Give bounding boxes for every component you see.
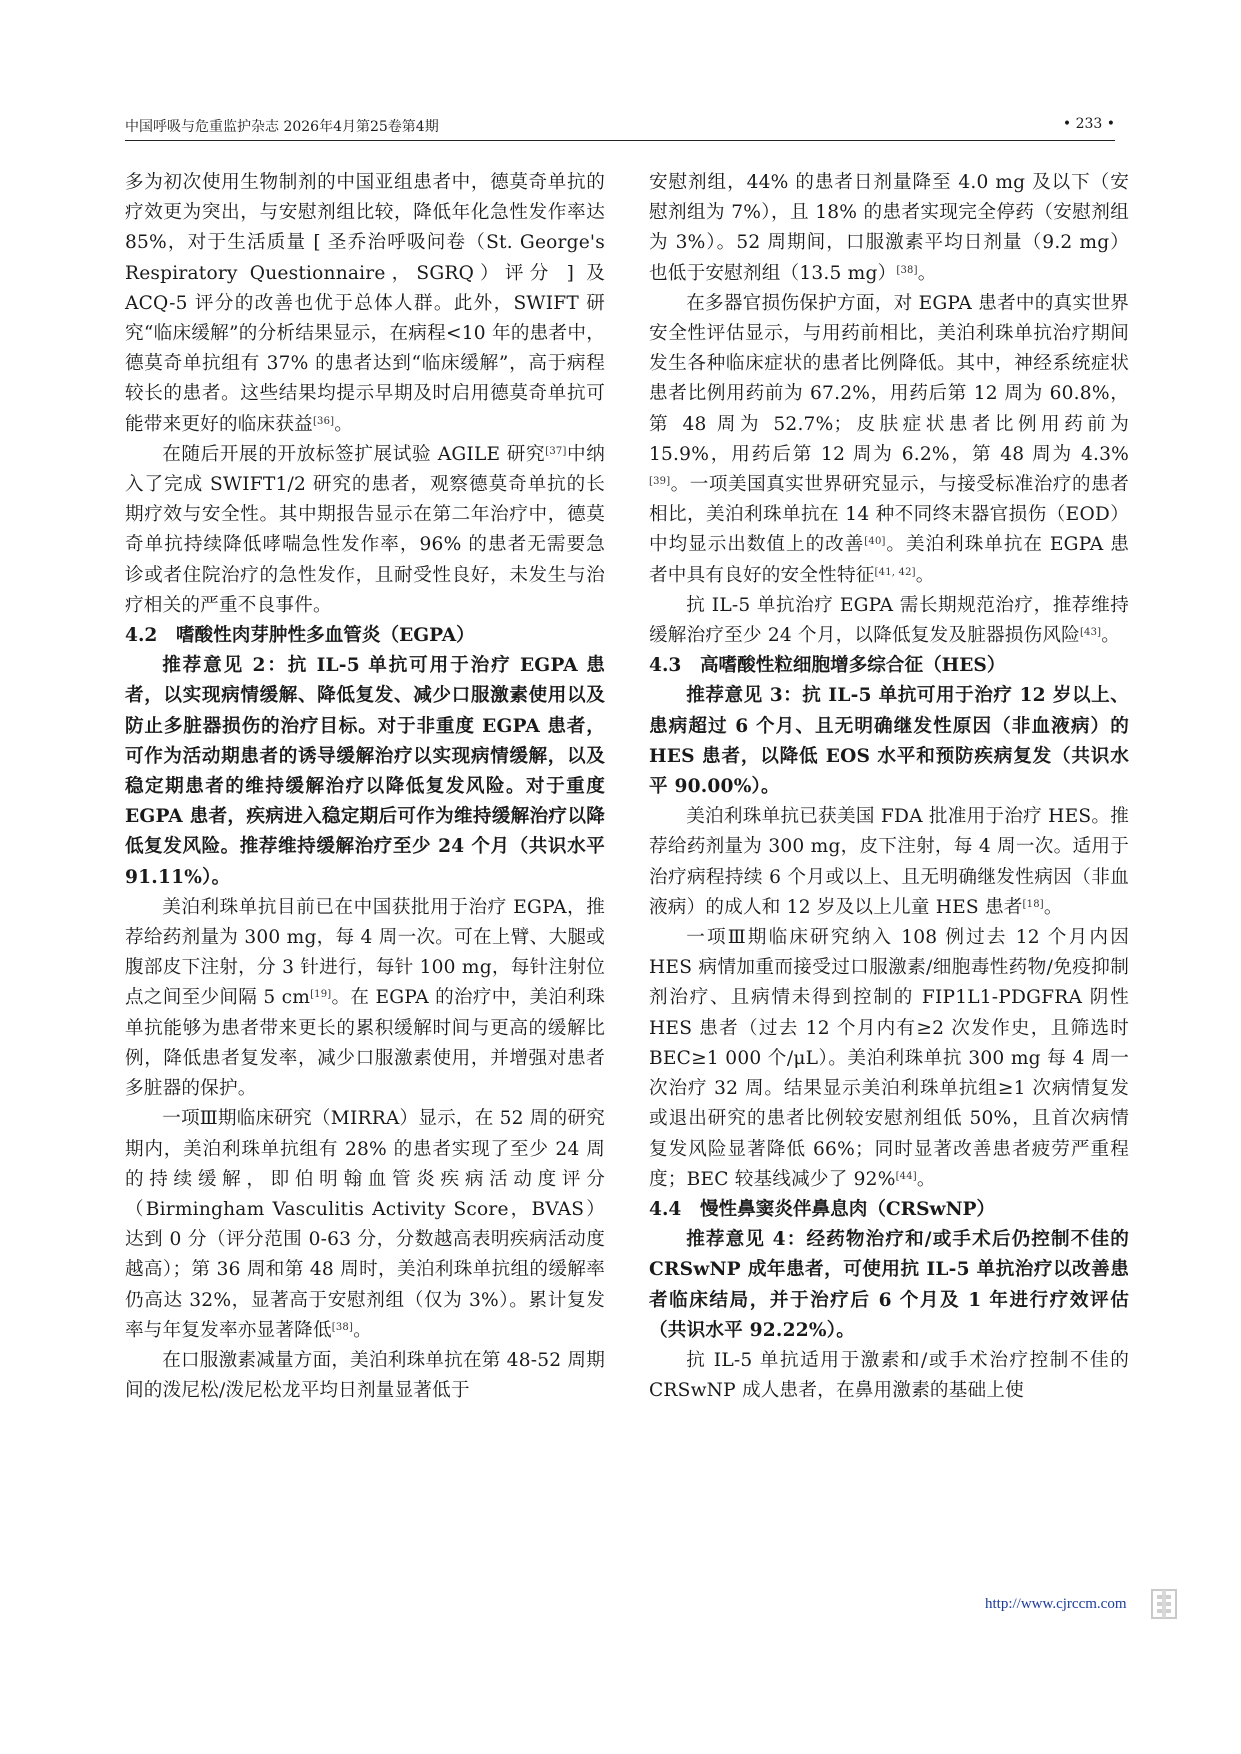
section-heading-4-2: 4.2 嗜酸性肉芽肿性多血管炎（EGPA） xyxy=(125,625,475,647)
paragraph: 抗 IL-5 单抗适用于激素和/或手术治疗控制不佳的 CRSwNP 成人患者，在鼻用激素的基础上使 xyxy=(649,1349,1129,1402)
citation[interactable]: [39] xyxy=(649,476,671,488)
citation[interactable]: [36] xyxy=(312,415,335,427)
journal-logo-icon xyxy=(1150,1588,1178,1620)
paragraph: 在随后开展的开放标签扩展试验 AGILE 研究[37]中纳入了完成 SWIFT1/2 研究的患者，观察德莫奇单抗的长期疗效与安全性。其中期报告显示在第二年治疗中，德莫奇单抗持续降低哮喘急性发作率，96% 的患者无需要急诊或者住院治疗的急性发作，且耐受性良好，未发生与治疗相关的严重不良事件。 xyxy=(125,443,606,616)
paragraph: 在口服激素减量方面，美泊利珠单抗在第 48-52 周期间的泼尼松/泼尼松龙平均日剂量显著低于 xyxy=(125,1349,605,1402)
running-header xyxy=(125,110,1115,141)
left-column xyxy=(125,168,605,1406)
citation[interactable]: [41, 42] xyxy=(874,566,916,578)
right-column xyxy=(649,168,1129,1406)
paragraph: 在多器官损伤保护方面，对 EGPA 患者中的真实世界安全性评估显示，与用药前相比，美泊利珠单抗治疗期间发生各种临床症状的患者比例降低。其中，神经系统症状患者比例用药前为 67.2%，用药后第 12 周为 60.8%，第 48 周为 52.7%；皮肤症状患者比例用药前为 15.9%，用药后第 12 周为 6.2%，第 48 周为 4.3%[39]。一项美国真实世界研究显示，与接受标准治疗的患者相比，美泊利珠单抗在 14 种不同终末器官损伤（EOD）中均显示出数值上的改善[40]。美泊利珠单抗在 EGPA 患者中具有良好的安全性特征[41, 42]。 xyxy=(649,292,1130,586)
citation[interactable]: [40] xyxy=(864,536,886,548)
citation[interactable]: [38] xyxy=(896,264,918,276)
paragraph: 一项Ⅲ期临床研究（MIRRA）显示，在 52 周的研究期内，美泊利珠单抗组有 28% 的患者实现了至少 24 周的持续缓解，即伯明翰血管炎疾病活动度评分（Birmingham Vasculitis Activity Score，BVAS）达到 0 分（评分范围 0-63 分，分数越高表明疾病活动度越高）；第 36 周和第 48 周时，美泊利珠单抗组的缓解率仍高达 32%，显著高于安慰剂组（仅为 3%）。累计复发率与年复发率亦显著降低[38]。 xyxy=(125,1108,605,1341)
paragraph: 安慰剂组，44% 的患者日剂量降至 4.0 mg 及以下（安慰剂组为 7%），且 18% 的患者实现完全停药（安慰剂组为 3%）。52 周期间，口服激素平均日剂量（9.2 mg）也低于安慰剂组（13.5 mg）[38]。 xyxy=(649,172,1129,284)
section-heading-4-3: 4.3 高嗜酸性粒细胞增多综合征（HES） xyxy=(649,655,1006,677)
citation[interactable]: [44] xyxy=(895,1170,917,1182)
recommendation-4: 推荐意见 4：经药物治疗和/或手术后仍控制不佳的 CRSwNP 成年患者，可使用抗 IL-5 单抗治疗以改善患者临床结局，并于治疗后 6 个月及 1 年进行疗效评估（共识水平 92.22%）。 xyxy=(649,1229,1129,1341)
paragraph: 美泊利珠单抗已获美国 FDA 批准用于治疗 HES。推荐给药剂量为 300 mg，皮下注射，每 4 周一次。适用于治疗病程持续 6 个月或以上、且无明确继发性病因（非血液病）的成人和 12 岁及以上儿童 HES 患者[18]。 xyxy=(649,806,1129,918)
paragraph: 多为初次使用生物制剂的中国亚组患者中，德莫奇单抗的疗效更为突出，与安慰剂组比较，降低年化急性发作率达 85%，对于生活质量 [ 圣乔治呼吸问卷（St. George's Respiratory Questionnaire，SGRQ）评分 ] 及 ACQ-5 评分的改善也优于总体人群。此外，SWIFT 研究“临床缓解”的分析结果显示，在病程<10 年的患者中，德莫奇单抗组有 37% 的患者达到“临床缓解”，高于病程较长的患者。这些结果均提示早期及时启用德莫奇单抗可能带来更好的临床获益[36]。 xyxy=(125,172,605,435)
journal-url-link[interactable]: http://www.cjrccm.com xyxy=(985,1596,1127,1612)
paragraph: 抗 IL-5 单抗治疗 EGPA 需长期规范治疗，推荐维持缓解治疗至少 24 个月，以降低复发及脏器损伤风险[43]。 xyxy=(649,594,1129,647)
citation[interactable]: [37] xyxy=(545,445,567,457)
section-heading-4-4: 4.4 慢性鼻窦炎伴鼻息肉（CRSwNP） xyxy=(649,1198,996,1220)
paragraph: 美泊利珠单抗目前已在中国获批用于治疗 EGPA，推荐给药剂量为 300 mg，每 4 周一次。可在上臂、大腿或腹部皮下注射，分 3 针进行，每针 100 mg，每针注射位点之间至少间隔 5 cm[19]。在 EGPA 的治疗中，美泊利珠单抗能够为患者带来更长的累积缓解时间与更高的缓解比例，降低患者复发率，减少口服激素使用，并增强对患者多脏器的保护。 xyxy=(125,896,605,1100)
citation[interactable]: [43] xyxy=(1079,627,1102,639)
citation[interactable]: [38] xyxy=(331,1321,354,1333)
recommendation-3: 推荐意见 3：抗 IL-5 单抗可用于治疗 12 岁以上、患病超过 6 个月、且无明确继发性原因（非血液病）的 HES 患者，以降低 EOS 水平和预防疾病复发（共识水平 90.00%）。 xyxy=(649,685,1129,798)
journal-title: 中国呼吸与危重监护杂志 2026年4月第25卷第4期 xyxy=(125,119,439,135)
page-number: • 233 • xyxy=(1062,116,1115,132)
paragraph: 一项Ⅲ期临床研究纳入 108 例过去 12 个月内因 HES 病情加重而接受过口服激素/细胞毒性药物/免疫抑制剂治疗、且病情未得到控制的 FIP1L1-PDGFRA 阴性 HES 患者（过去 12 个月内有≥2 次发作史，且筛选时 BEC≥1 000 个/μL）。美泊利珠单抗 300 mg 每 4 周一次治疗 32 周。结果显示美泊利珠单抗组≥1 次病情复发或退出研究的患者比例较安慰剂组低 50%，且首次病情复发风险显著降低 66%；同时显著改善患者疲劳严重程度；BEC 较基线减少了 92%[44]。 xyxy=(649,927,1129,1190)
citation[interactable]: [18] xyxy=(1022,898,1044,910)
citation[interactable]: [19] xyxy=(310,989,332,1001)
recommendation-2: 推荐意见 2：抗 IL-5 单抗可用于治疗 EGPA 患者，以实现病情缓解、降低复发、减少口服激素使用以及防止多脏器损伤的治疗目标。对于非重度 EGPA 患者，可作为活动期患者的诱导缓解治疗以实现病情缓解，以及稳定期患者的维持缓解治疗以降低复发风险。对于重度 EGPA 患者，疾病进入稳定期后可作为维持缓解治疗以降低复发风险。推荐维持缓解治疗至少 24 个月（共识水平 91.11%）。 xyxy=(125,655,605,888)
